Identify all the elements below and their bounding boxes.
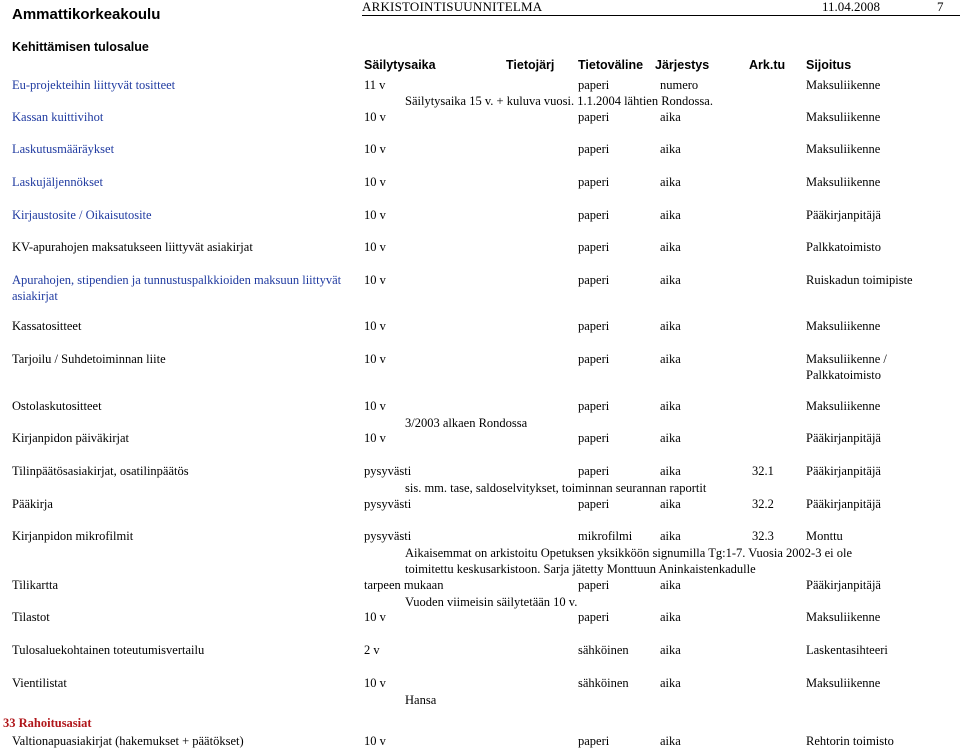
row-order: aika	[660, 529, 681, 543]
row-name: KV-apurahojen maksatukseen liittyvät asiakirjat	[12, 240, 253, 254]
row-order: aika	[660, 175, 681, 189]
row-order: aika	[660, 610, 681, 624]
row-note: Säilytysaika 15 v. + kuluva vuosi. 1.1.2004 lähtien Rondossa.	[405, 94, 713, 108]
row-name: Tilinpäätösasiakirjat, osatilinpäätös	[12, 464, 189, 478]
row-time: tarpeen mukaan	[364, 578, 444, 592]
row-note: Aikaisemmat on arkistoitu Opetuksen yksikköön signumilla Tg:1-7. Vuosia 2002-3 ei ole	[405, 546, 853, 560]
row-place: Maksuliikenne	[806, 676, 881, 690]
row-name: Tilastot	[12, 610, 50, 624]
row-note: sis. mm. tase, saldoselvitykset, toiminnan seurannan raportit	[405, 481, 707, 495]
row-medium: paperi	[578, 208, 610, 222]
row-place: Maksuliikenne	[806, 319, 881, 333]
col-jarjestys: Järjestys	[655, 58, 710, 72]
row-note: Vuoden viimeisin säilytetään 10 v.	[405, 595, 578, 609]
row-medium: paperi	[578, 734, 610, 748]
row-medium: paperi	[578, 399, 610, 413]
row-time: 10 v	[364, 110, 386, 124]
row-medium: paperi	[578, 78, 610, 92]
section-heading: 33 Rahoitusasiat	[3, 716, 92, 730]
row-medium: paperi	[578, 578, 610, 592]
row-note: 3/2003 alkaen Rondossa	[405, 416, 528, 430]
row-order: aika	[660, 208, 681, 222]
row-order: aika	[660, 240, 681, 254]
row-medium: sähköinen	[578, 643, 629, 657]
row-medium: paperi	[578, 273, 610, 287]
row-time: 10 v	[364, 175, 386, 189]
row-place: Pääkirjanpitäjä	[806, 497, 881, 511]
row-name: Apurahojen, stipendien ja tunnustuspalkkioiden maksuun liittyvät	[12, 273, 342, 287]
row-medium: paperi	[578, 110, 610, 124]
row-place: Maksuliikenne	[806, 175, 881, 189]
row-name: Tarjoilu / Suhdetoiminnan liite	[12, 352, 166, 366]
row-name: Kirjanpidon päiväkirjat	[12, 431, 129, 445]
row-name: Ostolaskutositteet	[12, 399, 102, 413]
row-note: Hansa	[405, 693, 437, 707]
row-name: Kirjanpidon mikrofilmit	[12, 529, 134, 543]
row-name-cont: asiakirjat	[12, 289, 58, 303]
row-medium: paperi	[578, 464, 610, 478]
row-medium: mikrofilmi	[578, 529, 633, 543]
doc-title: ARKISTOINTISUUNNITELMA	[362, 0, 543, 14]
col-sailytysaika: Säilytysaika	[364, 58, 436, 72]
row-order: aika	[660, 110, 681, 124]
row-place: Pääkirjanpitäjä	[806, 578, 881, 592]
row-order: aika	[660, 734, 681, 748]
row-time: 10 v	[364, 142, 386, 156]
row-time: 2 v	[364, 643, 380, 657]
row-time: 10 v	[364, 352, 386, 366]
row-arktu: 32.1	[752, 464, 774, 478]
row-arktu: 32.2	[752, 497, 774, 511]
row-order: aika	[660, 352, 681, 366]
col-arktu: Ark.tu	[749, 58, 786, 72]
row-order: aika	[660, 464, 681, 478]
row-medium: paperi	[578, 431, 610, 445]
row-medium: paperi	[578, 175, 610, 189]
row-time: 11 v	[364, 78, 386, 92]
row-place: Maksuliikenne	[806, 142, 881, 156]
row-place: Rehtorin toimisto	[806, 734, 894, 748]
row-name: Kassatositteet	[12, 319, 82, 333]
row-order: aika	[660, 399, 681, 413]
row-medium: sähköinen	[578, 676, 629, 690]
row-name: Kirjaustosite / Oikaisutosite	[12, 208, 152, 222]
header-rule	[362, 15, 960, 16]
col-tietovaline: Tietoväline	[578, 58, 644, 72]
col-sijoitus: Sijoitus	[806, 58, 852, 72]
row-place: Pääkirjanpitäjä	[806, 431, 881, 445]
row-place-cont: Palkkatoimisto	[806, 368, 881, 382]
row-place: Maksuliikenne	[806, 610, 881, 624]
row-place: Laskentasihteeri	[806, 643, 888, 657]
row-order: aika	[660, 578, 681, 592]
row-time: 10 v	[364, 399, 386, 413]
col-tietojarj: Tietojärj	[506, 58, 555, 72]
row-order: aika	[660, 273, 681, 287]
row-name: Valtionapuasiakirjat (hakemukset + päätökset)	[12, 734, 244, 748]
row-note-cont: toimitettu keskusarkistoon. Sarja jätetty Monttuun Aninkaistenkadulle	[405, 562, 756, 576]
row-name: Tilikartta	[12, 578, 59, 592]
row-place: Ruiskadun toimipiste	[806, 273, 913, 287]
row-place: Maksuliikenne	[806, 399, 881, 413]
row-medium: paperi	[578, 142, 610, 156]
row-place: Maksuliikenne	[806, 110, 881, 124]
row-place: Maksuliikenne	[806, 78, 881, 92]
row-order: aika	[660, 497, 681, 511]
row-time: 10 v	[364, 319, 386, 333]
row-place: Pääkirjanpitäjä	[806, 208, 881, 222]
row-order: aika	[660, 142, 681, 156]
row-place: Palkkatoimisto	[806, 240, 881, 254]
row-time: 10 v	[364, 610, 386, 624]
row-time: 10 v	[364, 431, 386, 445]
row-name: Kassan kuittivihot	[12, 110, 104, 124]
row-time: 10 v	[364, 208, 386, 222]
row-name: Laskujäljennökset	[12, 175, 103, 189]
row-name: Tulosaluekohtainen toteutumisvertailu	[12, 643, 205, 657]
row-arktu: 32.3	[752, 529, 774, 543]
row-medium: paperi	[578, 319, 610, 333]
row-place: Pääkirjanpitäjä	[806, 464, 881, 478]
org-name: Ammattikorkeakoulu	[12, 6, 161, 23]
row-time: pysyvästi	[364, 464, 412, 478]
row-medium: paperi	[578, 352, 610, 366]
row-time: pysyvästi	[364, 529, 412, 543]
doc-date: 11.04.2008	[822, 0, 881, 14]
row-time: pysyvästi	[364, 497, 412, 511]
row-order: numero	[660, 78, 699, 92]
row-order: aika	[660, 643, 681, 657]
row-name: Vientilistat	[12, 676, 67, 690]
row-time: 10 v	[364, 676, 386, 690]
row-name: Pääkirja	[12, 497, 53, 511]
row-order: aika	[660, 319, 681, 333]
row-time: 10 v	[364, 240, 386, 254]
row-place: Monttu	[806, 529, 843, 543]
row-medium: paperi	[578, 610, 610, 624]
row-place: Maksuliikenne /	[806, 352, 887, 366]
row-medium: paperi	[578, 240, 610, 254]
row-name: Eu-projekteihin liittyvät tositteet	[12, 78, 176, 92]
page-number: 7	[937, 0, 944, 14]
row-name: Laskutusmääräykset	[12, 142, 115, 156]
row-order: aika	[660, 676, 681, 690]
row-time: 10 v	[364, 734, 386, 748]
row-medium: paperi	[578, 497, 610, 511]
row-time: 10 v	[364, 273, 386, 287]
row-order: aika	[660, 431, 681, 445]
unit-name: Kehittämisen tulosalue	[12, 40, 149, 54]
